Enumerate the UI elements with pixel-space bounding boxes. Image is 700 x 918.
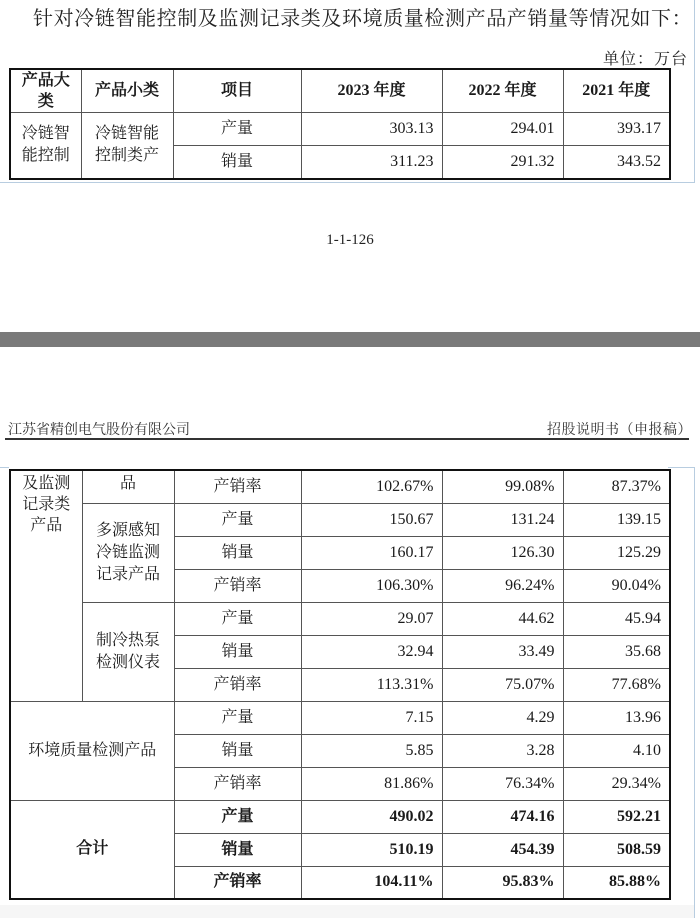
subcategory-cell: 制冷热泵检测仪表: [82, 602, 174, 701]
page-header-company: 江苏省精创电气股份有限公司: [8, 423, 190, 438]
production-sales-table-part1: [9, 68, 671, 180]
table-row: [10, 113, 670, 146]
value-2021: 508.59: [563, 833, 670, 866]
page-frame-edge: [694, 467, 695, 918]
item-cell: 产销率: [174, 767, 301, 800]
value-2021: 592.21: [563, 800, 670, 833]
page-header-document-type: 招股说明书（申报稿）: [547, 423, 692, 438]
value-2022: 96.24%: [442, 569, 563, 602]
value-2023: 113.31%: [301, 668, 442, 701]
item-cell: 销量: [174, 536, 301, 569]
item-cell: 产量: [174, 503, 301, 536]
value-2022: 294.01: [442, 113, 563, 146]
item-cell: 销量: [174, 833, 301, 866]
item-cell: 产销率: [174, 569, 301, 602]
value-2022: 126.30: [442, 536, 563, 569]
subcategory-cell: 冷链智能控制类产: [81, 113, 173, 179]
page-frame-edge: [694, 0, 695, 183]
value-2023: 311.23: [301, 146, 442, 179]
item-cell: 产量: [174, 701, 301, 734]
header-rule: [5, 438, 689, 440]
category-cell: 冷链智能控制: [10, 113, 81, 179]
header-2021: 2021 年度: [563, 69, 670, 113]
item-cell: 产销率: [174, 470, 301, 503]
production-sales-table-part2: [9, 469, 671, 900]
category-cell-continued: 及监测记录类产品: [10, 470, 82, 701]
value-2022: 474.16: [442, 800, 563, 833]
intro-paragraph: 针对冷链智能控制及监测记录类及环境质量检测产品产销量等情况如下：: [33, 8, 693, 30]
value-2022: 44.62: [442, 602, 563, 635]
value-2021: 343.52: [563, 146, 670, 179]
unit-label: 单位：万台: [602, 51, 688, 68]
value-2023: 81.86%: [301, 767, 442, 800]
value-2021: 87.37%: [563, 470, 670, 503]
value-2021: 13.96: [563, 701, 670, 734]
value-2022: 99.08%: [442, 470, 563, 503]
table-header-row: [10, 69, 670, 113]
value-2023: 29.07: [301, 602, 442, 635]
item-cell: 产销率: [174, 668, 301, 701]
value-2022: 454.39: [442, 833, 563, 866]
value-2021: 90.04%: [563, 569, 670, 602]
page-number: 1-1-126: [326, 232, 374, 248]
header-subcategory: 产品小类: [81, 69, 173, 113]
value-2022: 291.32: [442, 146, 563, 179]
table-row: [10, 602, 670, 635]
value-2023: 303.13: [301, 113, 442, 146]
item-cell: 销量: [173, 146, 301, 179]
table-row: [10, 701, 670, 734]
value-2021: 77.68%: [563, 668, 670, 701]
page-frame-edge: [668, 467, 695, 468]
item-cell: 产量: [174, 602, 301, 635]
value-2023: 5.85: [301, 734, 442, 767]
value-2021: 85.88%: [563, 866, 670, 899]
value-2022: 75.07%: [442, 668, 563, 701]
header-2022: 2022 年度: [442, 69, 563, 113]
item-cell: 产量: [174, 800, 301, 833]
value-2021: 4.10: [563, 734, 670, 767]
header-category: 产品大类: [10, 69, 81, 113]
table-row: [10, 470, 670, 503]
value-2023: 102.67%: [301, 470, 442, 503]
item-cell: 销量: [174, 635, 301, 668]
value-2021: 125.29: [563, 536, 670, 569]
value-2022: 76.34%: [442, 767, 563, 800]
value-2021: 139.15: [563, 503, 670, 536]
value-2022: 33.49: [442, 635, 563, 668]
value-2021: 45.94: [563, 602, 670, 635]
value-2022: 95.83%: [442, 866, 563, 899]
subcategory-cell: 多源感知冷链监测记录产品: [82, 503, 174, 602]
value-2023: 160.17: [301, 536, 442, 569]
value-2023: 104.11%: [301, 866, 442, 899]
header-2023: 2023 年度: [301, 69, 442, 113]
value-2023: 32.94: [301, 635, 442, 668]
value-2023: 106.30%: [301, 569, 442, 602]
value-2022: 4.29: [442, 701, 563, 734]
category-cell: 环境质量检测产品: [10, 701, 174, 800]
page-margin: [0, 905, 694, 918]
value-2023: 7.15: [301, 701, 442, 734]
value-2023: 490.02: [301, 800, 442, 833]
page-frame-edge: [0, 467, 9, 468]
value-2023: 510.19: [301, 833, 442, 866]
value-2021: 35.68: [563, 635, 670, 668]
item-cell: 产量: [173, 113, 301, 146]
value-2021: 29.34%: [563, 767, 670, 800]
value-2022: 131.24: [442, 503, 563, 536]
value-2021: 393.17: [563, 113, 670, 146]
value-2022: 3.28: [442, 734, 563, 767]
subcategory-cell-continued: 品: [82, 470, 174, 503]
page-separator: [0, 332, 700, 347]
table-total-row: [10, 800, 670, 833]
item-cell: 产销率: [174, 866, 301, 899]
total-label: 合计: [10, 800, 174, 899]
header-item: 项目: [173, 69, 301, 113]
value-2023: 150.67: [301, 503, 442, 536]
table-row: [10, 503, 670, 536]
page-frame-edge: [0, 182, 695, 183]
item-cell: 销量: [174, 734, 301, 767]
